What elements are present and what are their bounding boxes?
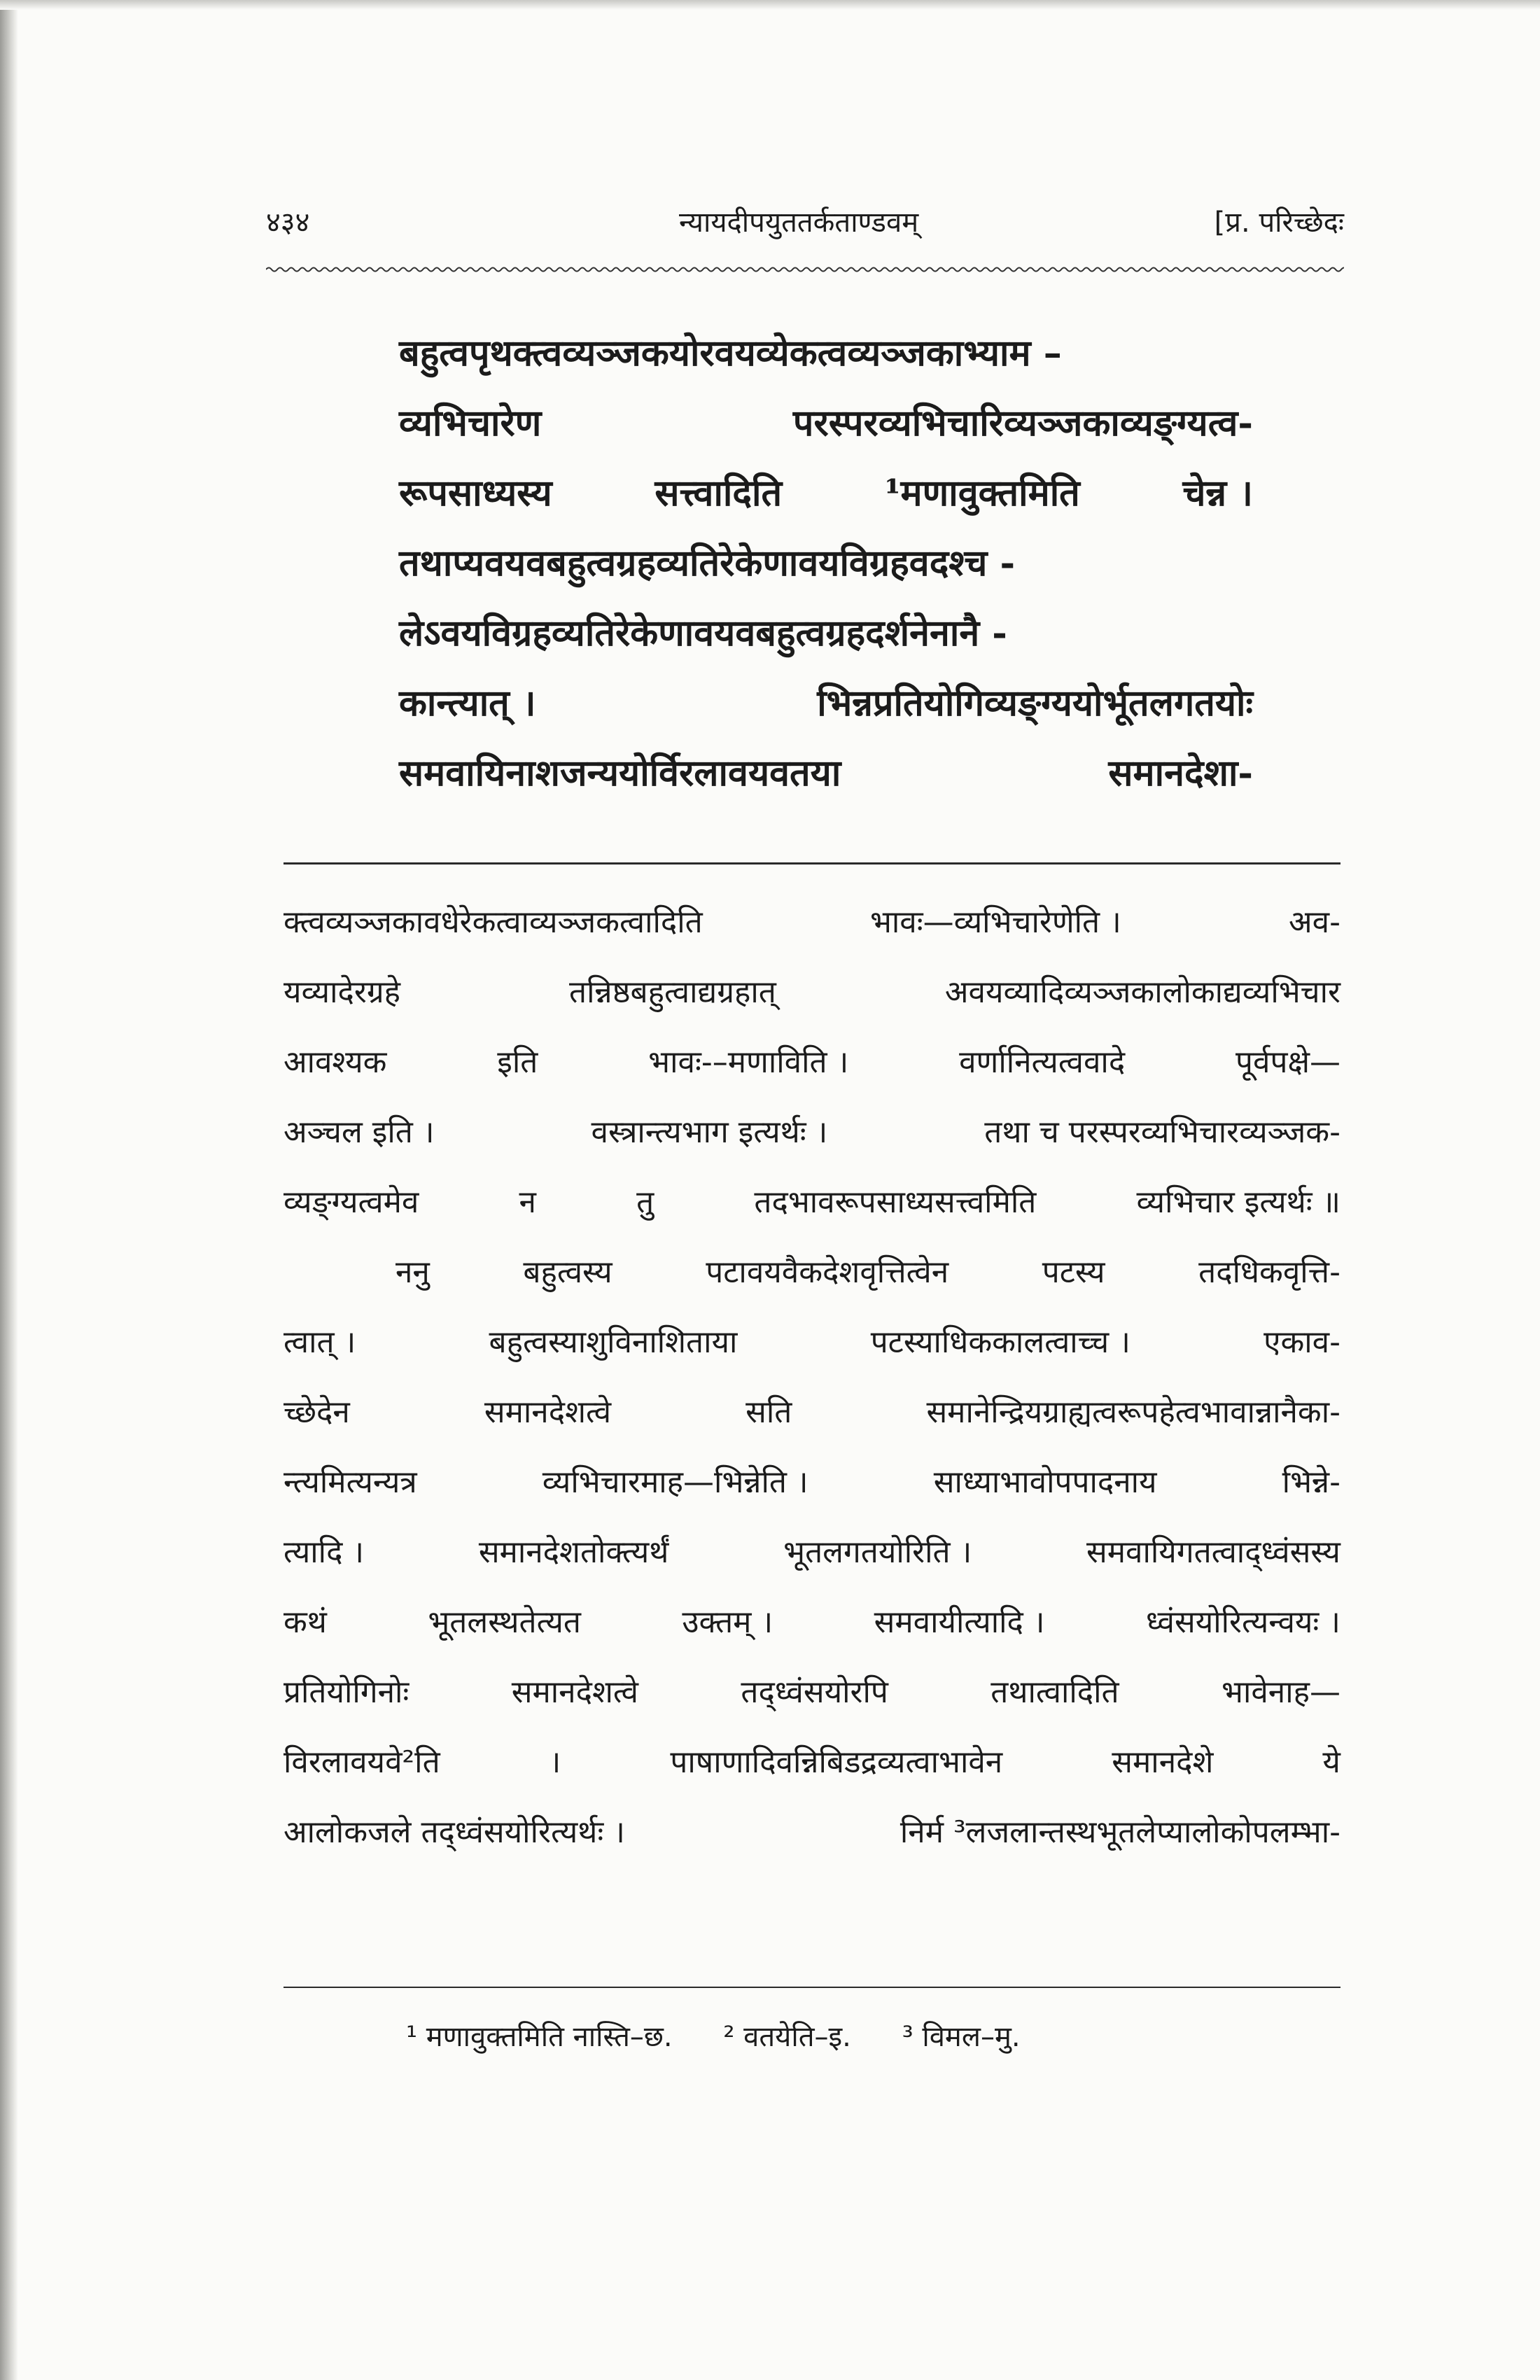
- header-wavy-rule: [266, 265, 1344, 274]
- commentary-word: भूतलगतयोरिति ।: [783, 1534, 972, 1570]
- main-word: ¹मणावुक्तमिति: [884, 472, 1080, 514]
- commentary-word: विरलावयवे²ति: [284, 1744, 440, 1780]
- main-word: व्यभिचारेण: [399, 402, 542, 444]
- commentary-word: भावेनाह—: [1222, 1674, 1340, 1710]
- commentary-word: बहुत्वस्याशुविनाशिताया: [489, 1324, 738, 1360]
- main-word: तथाप्यवयवबहुत्वग्रहव्यतिरेकेणावयविग्रहवदश्च -: [399, 542, 1016, 584]
- main-word: लेऽवयविग्रहव्यतिरेकेणावयवबहुत्वग्रहदर्शनेनानै -: [399, 612, 1007, 654]
- commentary-word: ।: [549, 1744, 561, 1780]
- commentary-word: त्यादि ।: [284, 1534, 365, 1570]
- commentary-word: साध्याभावोपपादनाय: [933, 1464, 1157, 1500]
- commentary-word: ननु: [396, 1254, 430, 1290]
- main-word: रूपसाध्यस्य: [399, 472, 552, 514]
- main-word: चेन्न ।: [1182, 472, 1253, 514]
- commentary-word: समानदेशत्वे: [484, 1394, 612, 1430]
- commentary-word: भूतलस्थतेत्यत: [428, 1604, 581, 1640]
- commentary-word: न्त्यमित्यन्यत्र: [284, 1464, 417, 1500]
- commentary-word: अञ्चल इति ।: [284, 1114, 435, 1150]
- footnotes: [406, 2016, 1316, 2054]
- main-line: [399, 318, 1253, 388]
- commentary-word: कथं: [284, 1604, 327, 1640]
- commentary-word: समवायिगतत्वाद्ध्वंसस्य: [1086, 1534, 1340, 1570]
- main-word: समानदेशा-: [1108, 752, 1253, 794]
- commentary-word: अवयव्यादिव्यञ्जकालोकाद्यव्यभिचार: [944, 974, 1340, 1010]
- commentary-word: तु: [636, 1184, 654, 1220]
- commentary-line: [284, 1168, 1340, 1238]
- commentary-word: समानदेशतोक्त्यर्थं: [478, 1534, 669, 1570]
- main-line: [399, 668, 1253, 738]
- commentary-word: तथात्वादिति: [990, 1674, 1119, 1710]
- commentary-line: [284, 1658, 1340, 1728]
- commentary-word: व्यभिचार इत्यर्थः ॥: [1136, 1184, 1340, 1220]
- commentary-line: [284, 958, 1340, 1028]
- commentary-word: च्छेदेन: [284, 1394, 350, 1430]
- commentary-word: तन्निष्ठबहुत्वाद्यग्रहात्: [569, 974, 776, 1010]
- commentary-word: प्रतियोगिनोः: [284, 1674, 410, 1710]
- commentary-word: क्त्वव्यञ्जकावधेरेकत्वाव्यञ्जकत्वादिति: [284, 904, 703, 940]
- commentary-line: [284, 1098, 1340, 1168]
- commentary-word: तदधिकवृत्ति-: [1198, 1254, 1340, 1290]
- commentary-word: ये: [1322, 1744, 1340, 1780]
- commentary-word: अव-: [1289, 904, 1340, 940]
- main-word: समवायिनाशजन्ययोर्विरलावयवतया: [399, 752, 841, 794]
- commentary-line: [284, 1028, 1340, 1098]
- running-title: न्यायदीपयुततर्कताण्डवम्: [679, 206, 919, 239]
- page-binding-shadow: [0, 0, 18, 2380]
- commentary-line: [284, 1588, 1340, 1658]
- commentary-line: [284, 1378, 1340, 1448]
- commentary-word: व्यङ्ग्यत्वमेव: [284, 1184, 419, 1220]
- commentary-word: न: [519, 1184, 536, 1220]
- commentary-word: समानदेशे: [1112, 1744, 1214, 1780]
- commentary-word: त्वात् ।: [284, 1324, 356, 1360]
- commentary-word: समानदेशत्वे: [511, 1674, 638, 1710]
- commentary-word: बहुत्वस्य: [523, 1254, 612, 1290]
- main-word: सत्त्वादिति: [654, 472, 783, 514]
- commentary-word: इति: [497, 1044, 538, 1080]
- commentary-word: तथा च परस्परव्यभिचारव्यञ्जक-: [984, 1114, 1340, 1150]
- footnote-1: ¹ मणावुक्तमिति नास्ति–छ.: [406, 2021, 673, 2053]
- commentary-word: तद्ध्वंसयोरपि: [741, 1674, 888, 1710]
- commentary-word: पाषाणादिवन्निबिडद्रव्यत्वाभावेन: [670, 1744, 1003, 1780]
- main-word: कान्त्यात् ।: [399, 682, 536, 724]
- main-text: [399, 318, 1253, 808]
- commentary-word: आलोकजले तद्ध्वंसयोरित्यर्थः ।: [284, 1814, 625, 1850]
- commentary-word: निर्म ³लजलान्तस्थभूतलेप्यालोकोपलम्भा-: [899, 1814, 1340, 1850]
- commentary-line: [284, 1448, 1340, 1518]
- page-number: ४३४: [266, 206, 310, 239]
- main-line: [399, 738, 1253, 808]
- commentary-line: [284, 1798, 1340, 1868]
- commentary-word: तदभावरूपसाध्यसत्त्वमिति: [754, 1184, 1037, 1220]
- main-line: [399, 458, 1253, 528]
- commentary-line: [284, 1518, 1340, 1588]
- commentary-word: समवायीत्यादि ।: [874, 1604, 1045, 1640]
- commentary-line: [284, 1308, 1340, 1378]
- section-label: [प्र. परिच्छेदः: [1214, 206, 1344, 239]
- commentary-word: पटावयवैकदेशवृत्तित्वेन: [706, 1254, 949, 1290]
- commentary-word: ध्वंसयोरित्यन्वयः ।: [1145, 1604, 1340, 1640]
- commentary-text: [284, 888, 1340, 1868]
- main-word: परस्परव्यभिचारिव्यञ्जकाव्यङ्ग्यत्व-: [792, 402, 1253, 444]
- running-header: [266, 188, 1344, 244]
- commentary-line: [284, 1728, 1340, 1798]
- commentary-word: व्यभिचारमाह—भिन्नेति ।: [542, 1464, 808, 1500]
- main-word: बहुत्वपृथक्त्वव्यञ्जकयोरवयव्येकत्वव्यञ्जकाभ्याम –: [399, 332, 1062, 374]
- footnote-divider: [284, 1987, 1340, 1988]
- commentary-word: वर्णानित्यत्ववादे: [959, 1044, 1126, 1080]
- commentary-line: [284, 1238, 1340, 1308]
- commentary-word: पटस्याधिककालत्वाच्च ।: [870, 1324, 1130, 1360]
- main-line: [399, 528, 1253, 598]
- commentary-word: समानेन्द्रियग्राह्यत्वरूपहेत्वभावान्नानैका-: [926, 1394, 1340, 1430]
- commentary-word: उक्तम् ।: [682, 1604, 774, 1640]
- page-top-edge: [0, 0, 1540, 10]
- footnote-2: ² वतयेति–इ.: [723, 2021, 851, 2053]
- commentary-word: पूर्वपक्षे—: [1236, 1044, 1340, 1080]
- commentary-word: भिन्ने-: [1282, 1464, 1340, 1500]
- commentary-word: आवश्यक: [284, 1044, 387, 1080]
- main-line: [399, 388, 1253, 458]
- commentary-word: पटस्य: [1042, 1254, 1105, 1290]
- commentary-word: भावः-–मणाविति ।: [648, 1044, 849, 1080]
- footnote-3: ³ विमल–मु.: [902, 2021, 1021, 2053]
- commentary-word: सति: [746, 1394, 792, 1430]
- main-line: [399, 598, 1253, 668]
- commentary-word: यव्यादेरग्रहे: [284, 974, 401, 1010]
- commentary-word: एकाव-: [1264, 1324, 1340, 1360]
- main-word: भिन्नप्रतियोगिव्यङ्ग्ययोर्भूतलगतयोः: [817, 682, 1253, 724]
- commentary-word: वस्त्रान्त्यभाग इत्यर्थः ।: [591, 1114, 828, 1150]
- main-commentary-divider: [284, 862, 1340, 864]
- commentary-line: [284, 888, 1340, 958]
- commentary-word: भावः—व्यभिचारेणेति ।: [869, 904, 1121, 940]
